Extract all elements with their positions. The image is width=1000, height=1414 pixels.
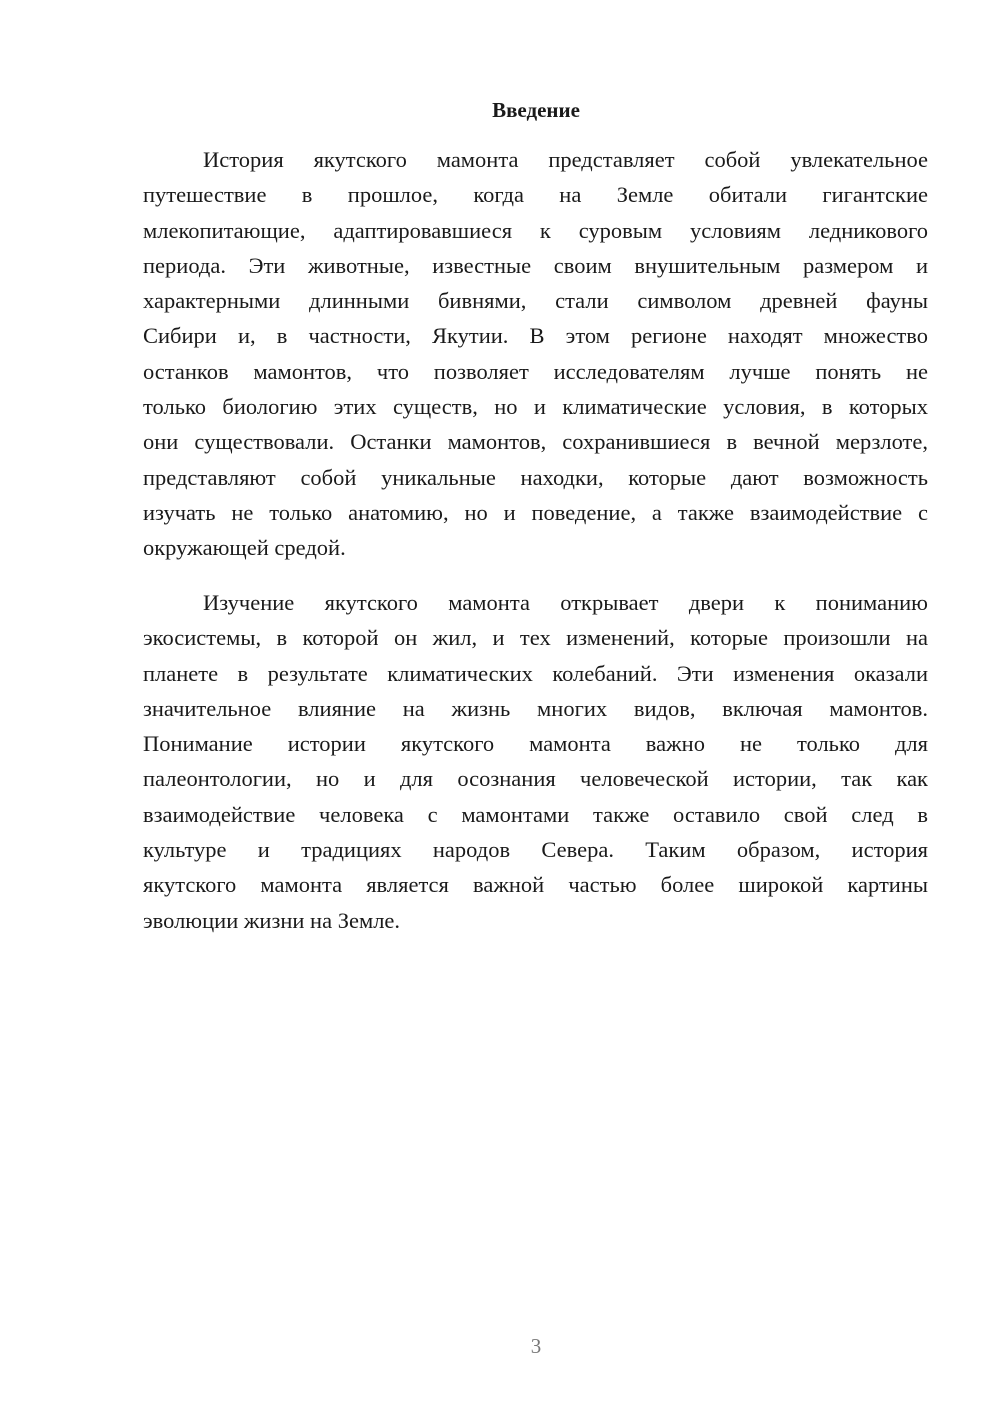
text-line: характерными длинными бивнями, стали символом древней фауны (143, 288, 928, 314)
text-line: эволюции жизни на Земле. (143, 907, 401, 933)
paragraph-1 (143, 142, 928, 566)
text-line: История якутского мамонта представляет собой увлекательное (203, 147, 928, 172)
text-line: окружающей средой. (143, 535, 346, 561)
text-line: млекопитающие, адаптировавшиеся к суровым условиям ледникового (143, 217, 928, 243)
text-line: Понимание истории якутского мамонта важно не только для (143, 731, 928, 757)
text-line: якутского мамонта является важной частью более широкой картины (143, 872, 928, 898)
text-line: культуре и традициях народов Севера. Таким образом, история (143, 837, 928, 863)
text-line: путешествие в прошлое, когда на Земле обитали гигантские (143, 182, 928, 208)
text-line: периода. Эти животные, известные своим внушительным размером и (143, 252, 928, 278)
text-line: палеонтологии, но и для осознания человеческой истории, так как (143, 766, 928, 792)
page-number: 3 (530, 1334, 542, 1358)
text-line: представляют собой уникальные находки, которые дают возможность (143, 464, 928, 490)
text-line: изучать не только анатомию, но и поведение, а также взаимодействие с (143, 499, 928, 525)
text-line: Сибири и, в частности, Якутии. В этом регионе находят множество (143, 323, 928, 349)
section-title: Введение (492, 98, 580, 122)
text-line: только биологию этих существ, но и климатические условия, в которых (143, 394, 928, 420)
text-line: они существовали. Останки мамонтов, сохранившиеся в вечной мерзлоте, (143, 429, 928, 455)
text-line: значительное влияние на жизнь многих видов, включая мамонтов. (143, 695, 928, 721)
text-line: планете в результате климатических колебаний. Эти изменения оказали (143, 660, 928, 686)
paragraph-2 (143, 585, 928, 938)
text-line: останков мамонтов, что позволяет исследователям лучше понять не (143, 358, 928, 384)
text-line: экосистемы, в которой он жил, и тех изменений, которые произошли на (143, 625, 928, 651)
text-line: Изучение якутского мамонта открывает двери к пониманию (203, 590, 928, 615)
text-line: взаимодействие человека с мамонтами также оставило свой след в (143, 801, 928, 827)
